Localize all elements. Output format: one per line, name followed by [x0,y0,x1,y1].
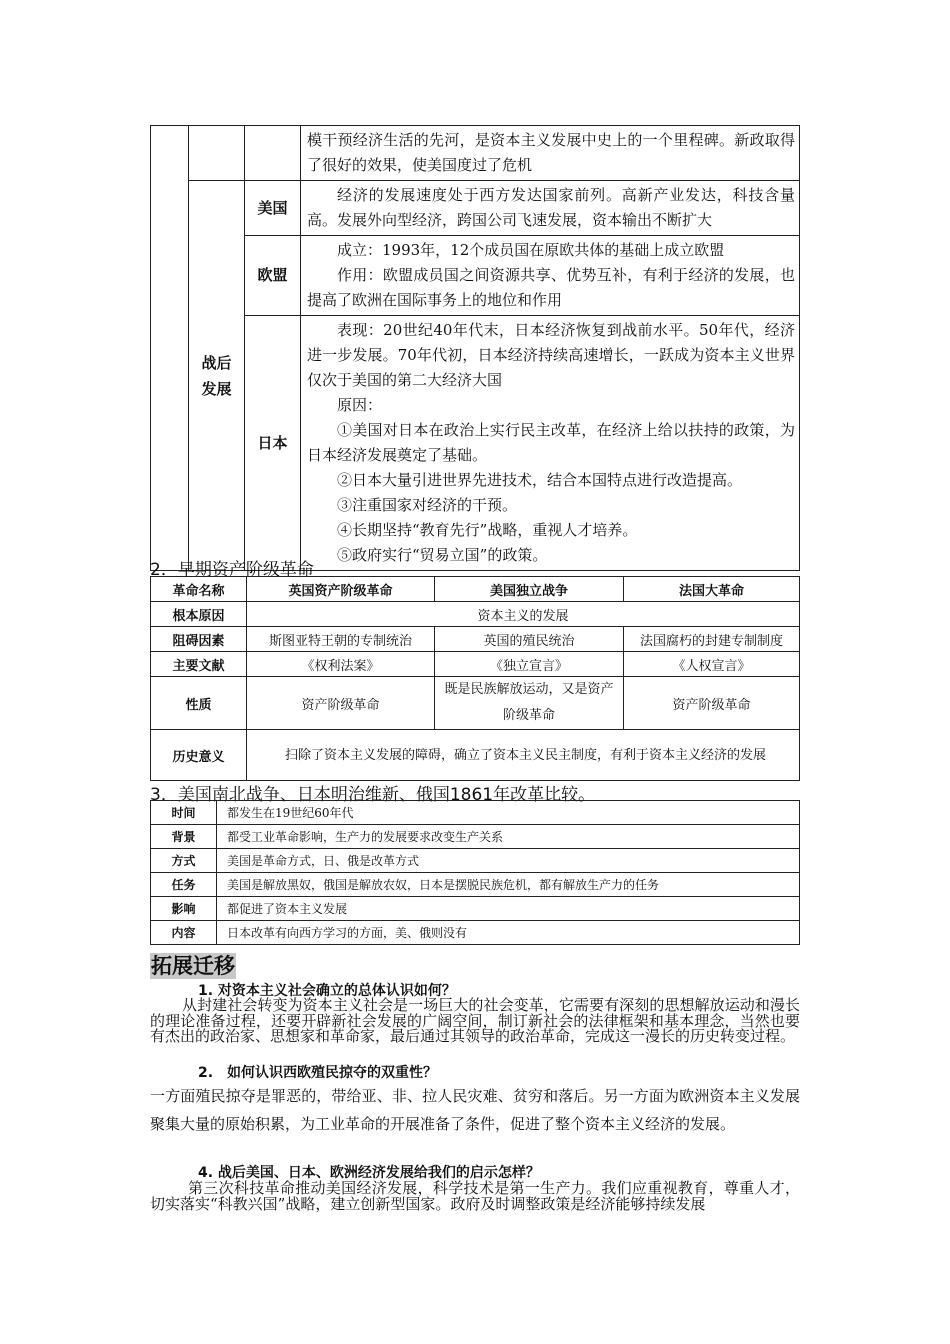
answer-1: 从封建社会转变为资本主义社会是一场巨大的社会变革，它需要有深刻的思想解放运动和漫长的理论准备过程，还要开辟新社会发展的广阔空间，制订新社会的法律框架和基本理念，当然也要有杰出的政治家、思想家和革命家，最后通过其领导的政治革命，完成这一漫长的历史转变过程。 [150,996,800,1045]
row-content-us [301,181,800,236]
postwar-table [150,125,800,571]
table-cell: 斯图亚特王朝的专制统治 [247,627,435,652]
header-cell: 法国大革命 [624,577,800,602]
extension-title: 拓展迁移 [151,954,235,978]
row-value: 都促进了资本主义发展 [217,897,800,921]
table-cell: 既是民族解放运动，又是资产阶级革命 [435,677,624,730]
row-content-japan [301,316,800,571]
revolution-table [150,576,800,781]
row-label: 历史意义 [151,730,247,781]
table-cell: 《权利法案》 [247,652,435,677]
header-cell: 英国资产阶级革命 [247,577,435,602]
question-1: 1. 对资本主义社会确立的总体认识如何？ [198,983,456,999]
japan-line: 原因： [337,396,383,414]
row-value: 美国是革命方式，日、俄是改革方式 [217,849,800,873]
significance-value: 扫除了资本主义发展的障碍，确立了资本主义民主制度，有利于资本主义经济的发展 [247,730,800,781]
row-content-eu [301,236,800,316]
row-label: 根本原因 [151,602,247,627]
answer-4: 第三次科技革命推动美国经济发展，科学技术是第一生产力。我们应重视教育，尊重人才，切实落实“科教兴国”战略，建立创新型国家。政府及时调整政策是经济能够持续发展 [150,1179,800,1213]
outer-empty-cell [151,126,189,571]
row-label-us: 美国 [245,181,301,236]
row-label: 背景 [151,825,217,849]
row-value: 日本改革有向西方学习的方面，美、俄则没有 [217,921,800,945]
header-cell: 革命名称 [151,577,247,602]
japan-line: ②日本大量引进世界先进技术，结合本国特点进行改造提高。 [337,471,743,489]
japan-line: ③注重国家对经济的干预。 [337,496,518,514]
row-value: 都受工业革命影响，生产力的发展要求改变生产关系 [217,825,800,849]
row-label: 方式 [151,849,217,873]
continued-text: 模干预经济生活的先河，是资本主义发展中史上的一个里程碑。新政取得了很好的效果，使美国度过了危机 [301,126,800,181]
row-label: 性质 [151,677,247,730]
row-label: 任务 [151,873,217,897]
table-cell: 《独立宣言》 [435,652,624,677]
japan-line: 表现：20世纪40年代末，日本经济恢复到战前水平。50年代，经济进一步发展。70年代初，日本经济持续高速增长，一跃成为资本主义世界仅次于美国的第二大经济大国 [307,321,795,389]
japan-line: ⑤政府实行“贸易立国”的政策。 [337,546,548,564]
row-label: 影响 [151,897,217,921]
row-value: 美国是解放黑奴，俄国是解放农奴，日本是摆脱民族危机，都有解放生产力的任务 [217,873,800,897]
category-label: 战后发展 [189,181,245,571]
eu-line: 作用：欧盟成员国之间资源共享、优势互补，有利于经济的发展，也提高了欧洲在国际事务上的地位和作用 [307,266,795,309]
us-line: 经济的发展速度处于西方发达国家前列。高新产业发达，科技含量高。发展外向型经济，跨国公司飞速发展，资本输出不断扩大 [307,186,795,229]
header-cell: 美国独立战争 [435,577,624,602]
table-cell: 资产阶级革命 [247,677,435,730]
table-cell: 《人权宣言》 [624,652,800,677]
eu-line: 成立：1993年，12个成员国在原欧共体的基础上成立欧盟 [337,241,725,259]
empty-cell [189,126,245,181]
japan-line: ①美国对日本在政治上实行民主改革，在经济上给以扶持的政策，为日本经济发展奠定了基础。 [307,421,795,464]
row-label: 时间 [151,801,217,825]
japan-line: ④长期坚持“教育先行”战略，重视人才培养。 [337,521,638,539]
question-4: 4. 战后美国、日本、欧洲经济发展给我们的启示怎样？ [198,1165,540,1181]
question-2: 2. 如何认识西欧殖民掠夺的双重性？ [198,1065,438,1081]
empty-cell [245,126,301,181]
section2-title: 2．早期资产阶级革命 [150,560,314,580]
row-label: 阻碍因素 [151,627,247,652]
answer-2: 一方面殖民掠夺是罪恶的，带给亚、非、拉人民灾难、贫穷和落后。另一方面为欧洲资本主义发展聚集大量的原始积累，为工业革命的开展准备了条件，促进了整个资本主义经济的发展。 [150,1087,800,1133]
row-label: 主要文献 [151,652,247,677]
comparison-table [150,800,800,945]
table-cell: 英国的殖民统治 [435,627,624,652]
section3-title: 3．美国南北战争、日本明治维新、俄国1861年改革比较。 [150,785,596,805]
root-cause-value: 资本主义的发展 [247,602,800,627]
row-label-japan: 日本 [245,316,301,571]
table-cell: 资产阶级革命 [624,677,800,730]
row-label-eu: 欧盟 [245,236,301,316]
row-label: 内容 [151,921,217,945]
row-value: 都发生在19世纪60年代 [217,801,800,825]
table-cell: 法国腐朽的封建专制制度 [624,627,800,652]
